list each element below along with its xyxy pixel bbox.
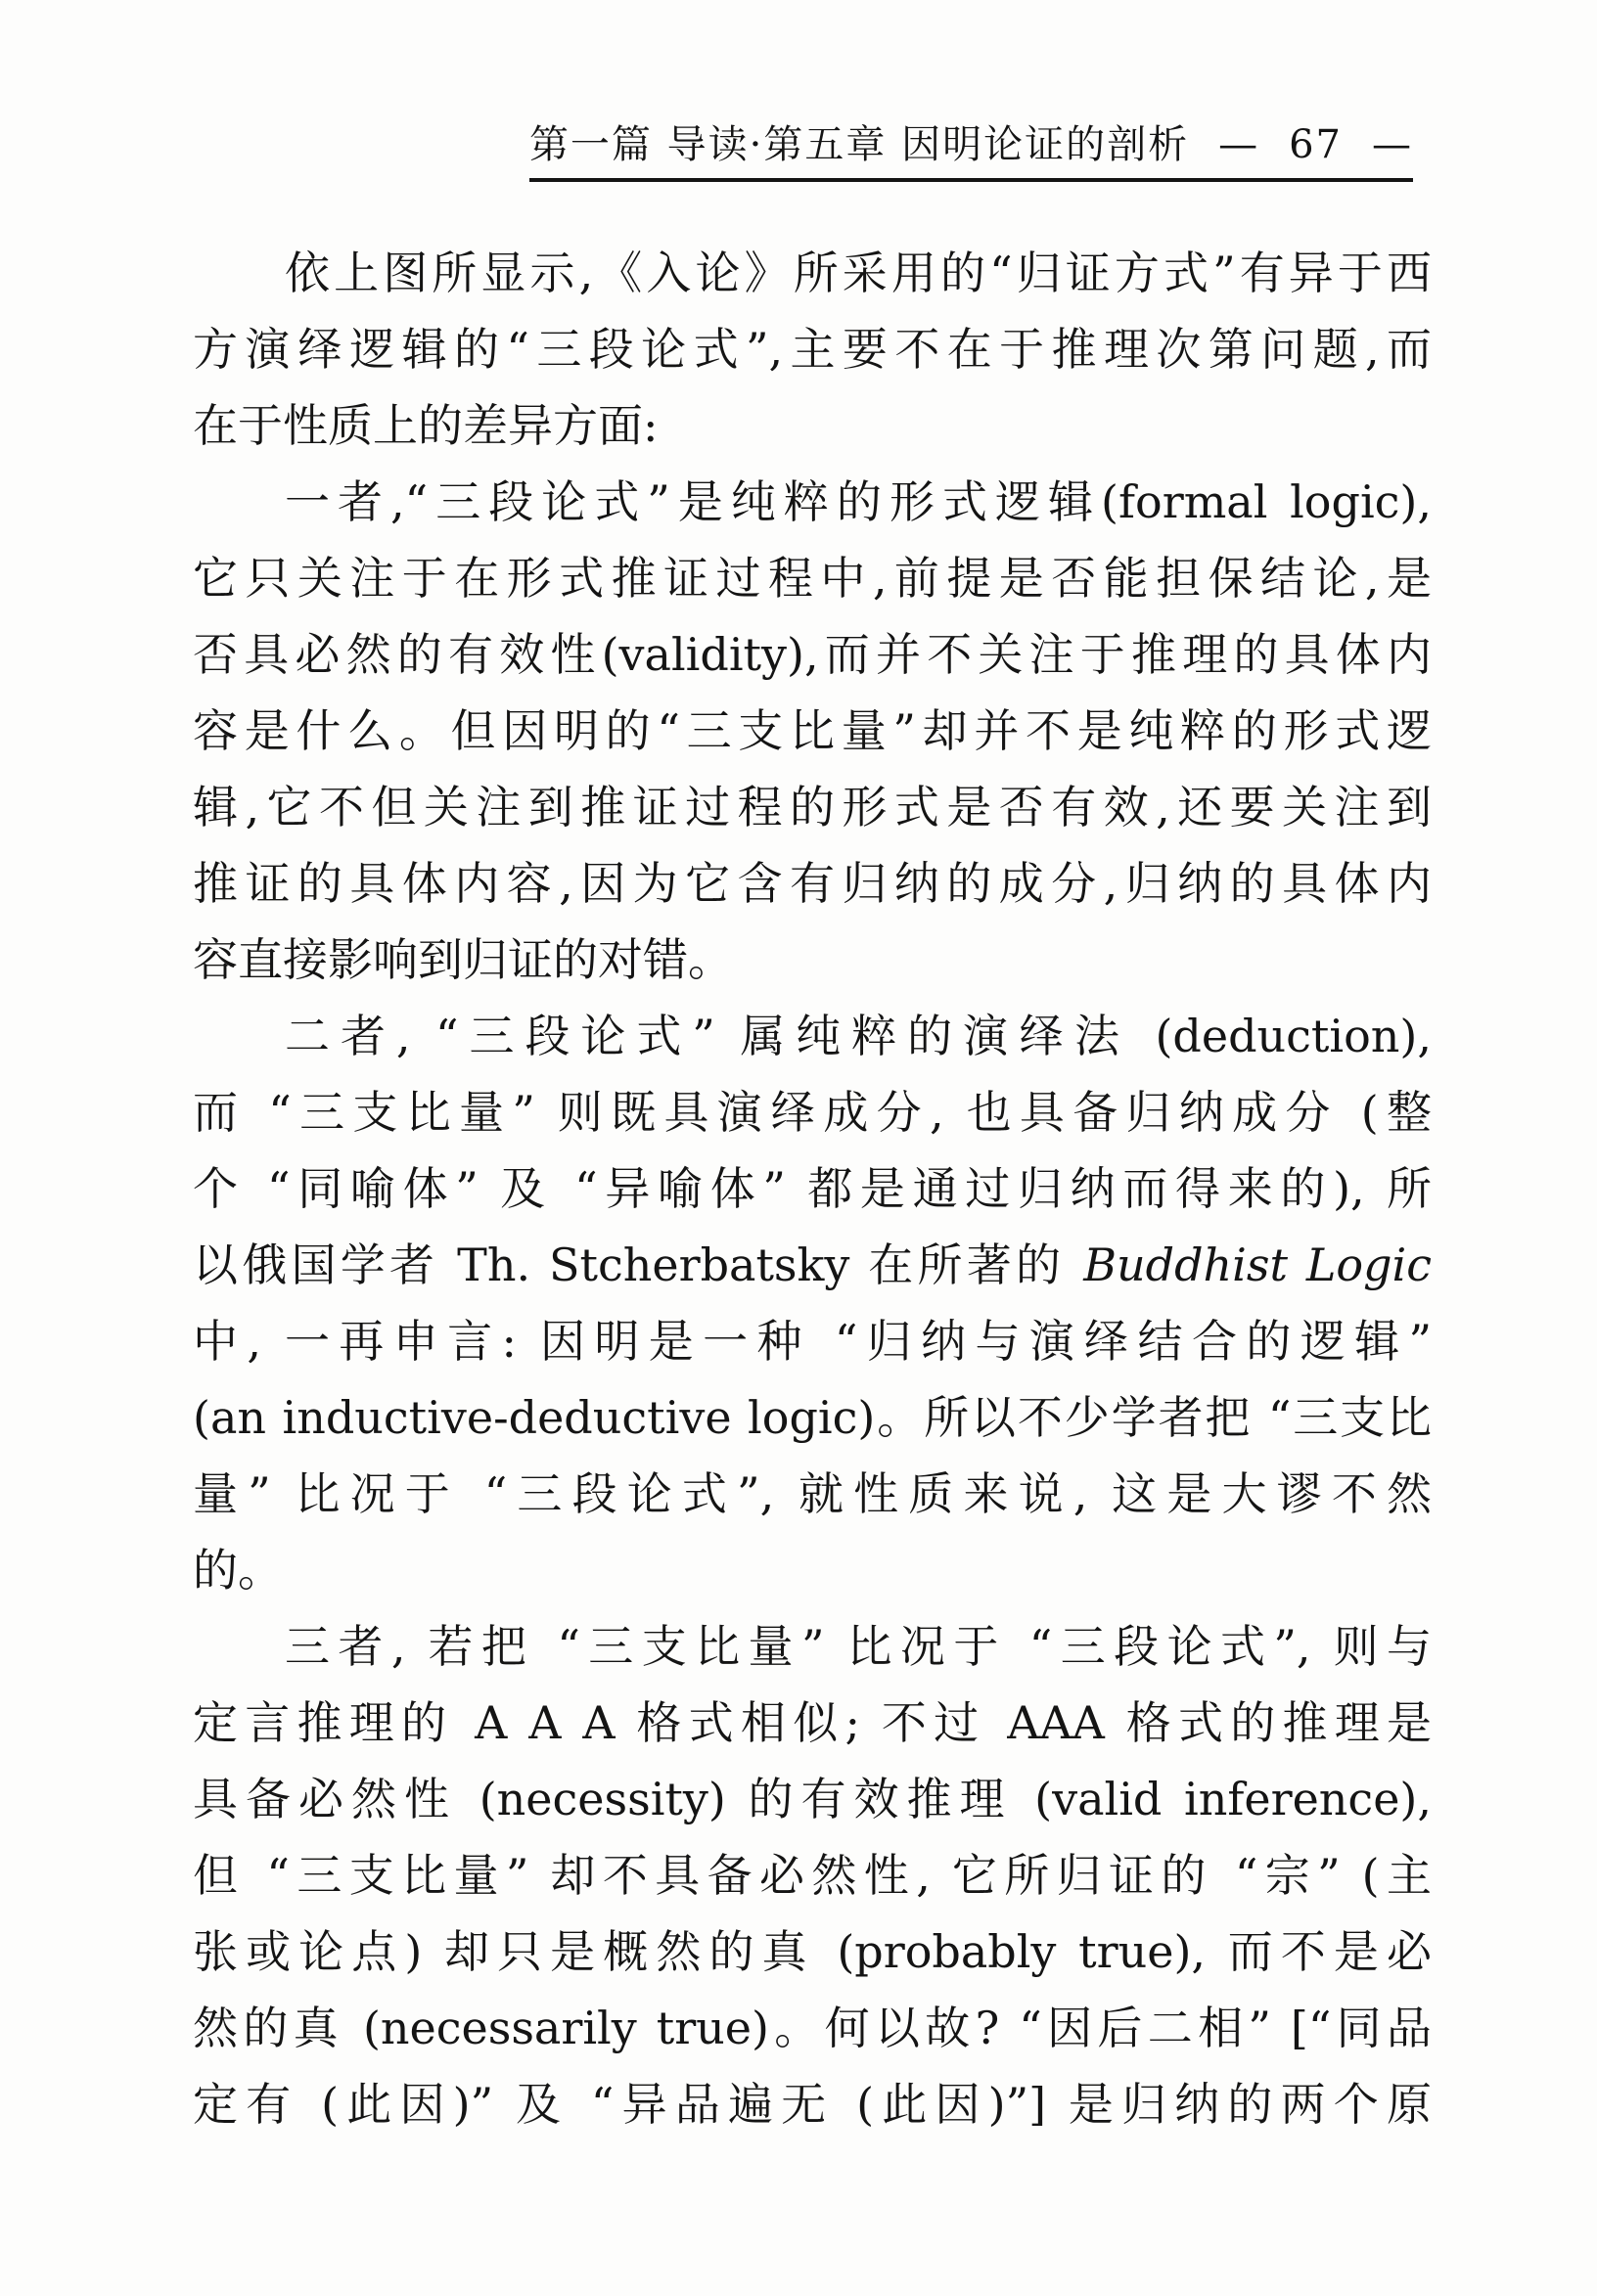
body-text <box>193 235 1432 2142</box>
text-line <box>193 1990 1432 2066</box>
text-segment: 而 “三支比量” 则既具演绎成分, 也具备归纳成分 (整 <box>193 1086 1432 1139</box>
text-segment: 否具必然的有效性(validity),而并不关注于推理的具体内 <box>193 628 1432 681</box>
text-segment: 中, 一再申言: 因明是一种 “归纳与演绎结合的逻辑” <box>193 1315 1432 1368</box>
text-line <box>193 235 1432 311</box>
text-segment: 它只关注于在形式推证过程中,前提是否能担保结论,是 <box>193 552 1432 605</box>
text-line <box>193 1532 1432 1608</box>
running-title: 第一篇 导读·第五章 因明论证的剖析 <box>528 122 1190 167</box>
text-line <box>193 1913 1432 1990</box>
text-segment: 定有 (此因)” 及 “异品遍无 (此因)”] 是归纳的两个原 <box>193 2078 1432 2131</box>
text-line <box>193 1608 1432 1685</box>
text-line <box>193 922 1432 998</box>
text-segment: 然的真 (necessarily true)。何以故? “因后二相” [“同品 <box>193 2002 1432 2054</box>
text-line <box>193 1074 1432 1150</box>
text-line <box>193 1761 1432 1837</box>
text-segment: 具备必然性 (necessity) 的有效推理 (valid inference), <box>193 1773 1432 1825</box>
text-segment: 方演绎逻辑的“三段论式”,主要不在于推理次第问题,而 <box>193 323 1432 376</box>
text-segment: (an inductive-deductive logic)。所以不少学者把 “三支比 <box>193 1391 1432 1444</box>
text-line <box>193 693 1432 769</box>
text-segment: 的。 <box>193 1544 283 1597</box>
text-line <box>193 616 1432 693</box>
text-segment: 容是什么。但因明的“三支比量”却并不是纯粹的形式逻 <box>193 704 1432 757</box>
page-number: 67 <box>1289 122 1343 167</box>
text-line <box>193 845 1432 922</box>
text-segment: 个 “同喻体” 及 “异喻体” 都是通过归纳而得来的), 所 <box>193 1162 1432 1215</box>
text-segment: 在于性质上的差异方面: <box>193 399 659 452</box>
header-dash-left: — <box>1218 122 1260 167</box>
text-line <box>193 769 1432 845</box>
text-line <box>193 387 1432 464</box>
text-segment: 定言推理的 A A A 格式相似; 不过 AAA 格式的推理是 <box>193 1696 1432 1749</box>
running-header <box>529 123 1413 182</box>
text-segment: 张或论点) 却只是概然的真 (probably true), 而不是必 <box>193 1925 1432 1978</box>
text-segment: 容直接影响到归证的对错。 <box>193 933 733 986</box>
text-line <box>193 464 1432 540</box>
text-segment: 依上图所显示,《入论》所采用的“归证方式”有异于西 <box>285 247 1432 299</box>
text-line <box>193 311 1432 387</box>
italic-text-segment: Buddhist Logic <box>1083 1238 1432 1291</box>
header-dash-right: — <box>1372 122 1413 167</box>
text-line <box>193 1150 1432 1227</box>
text-segment: 推证的具体内容,因为它含有归纳的成分,归纳的具体内 <box>193 857 1432 910</box>
text-line <box>193 998 1432 1074</box>
text-line <box>193 1303 1432 1379</box>
text-line <box>193 1379 1432 1456</box>
text-segment: 量” 比况于 “三段论式”, 就性质来说, 这是大谬不然 <box>193 1467 1432 1520</box>
text-line <box>193 2066 1432 2142</box>
text-segment: 三者, 若把 “三支比量” 比况于 “三段论式”, 则与 <box>285 1620 1432 1673</box>
text-segment: 二者, “三段论式” 属纯粹的演绎法 (deduction), <box>285 1010 1432 1062</box>
text-segment: 以俄国学者 Th. Stcherbatsky 在所著的 <box>193 1238 1084 1291</box>
text-segment: 辑,它不但关注到推证过程的形式是否有效,还要关注到 <box>193 781 1432 833</box>
text-line <box>193 540 1432 616</box>
text-line <box>193 1456 1432 1532</box>
text-line <box>193 1837 1432 1913</box>
text-segment: 一者,“三段论式”是纯粹的形式逻辑(formal logic), <box>285 475 1432 528</box>
text-segment: 但 “三支比量” 却不具备必然性, 它所归证的 “宗” (主 <box>193 1849 1432 1902</box>
text-line <box>193 1685 1432 1761</box>
text-line <box>193 1227 1432 1303</box>
